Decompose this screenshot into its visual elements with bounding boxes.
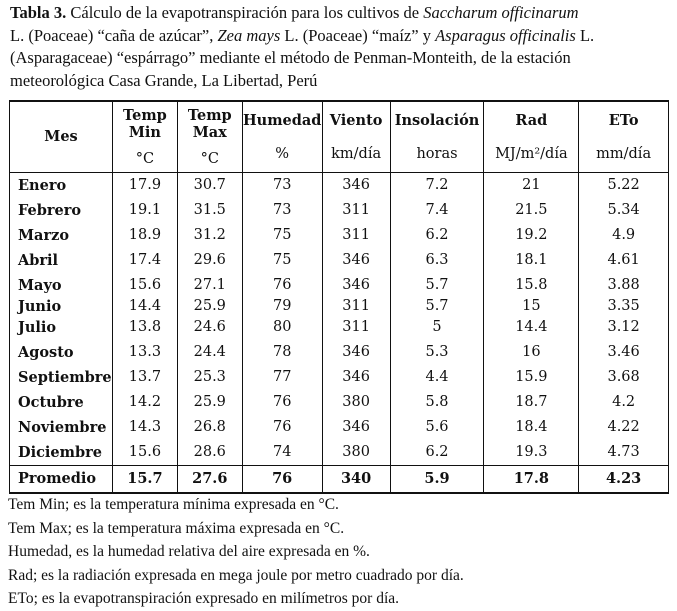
caption-text: L.: [575, 25, 595, 45]
month-cell: Febrero: [18, 201, 82, 219]
species-name: Asparagus officinalis: [435, 25, 576, 45]
value-cell: 78: [242, 340, 322, 365]
header-unit: horas: [416, 145, 458, 162]
col-header-insolacion: [390, 101, 484, 172]
table-row: [10, 315, 669, 340]
value-cell: 15.6: [112, 273, 177, 298]
value-cell: 7.4: [390, 198, 484, 223]
header-label: Humedad: [242, 111, 322, 129]
header-unit: °C: [200, 150, 219, 167]
table-row: [10, 365, 669, 390]
table-body: [10, 172, 669, 493]
value-cell: 21: [484, 172, 579, 198]
header-unit: MJ/m²/día: [495, 145, 568, 162]
value-cell: 25.9: [177, 298, 242, 315]
value-cell: 75: [242, 248, 322, 273]
value-cell: 31.2: [177, 223, 242, 248]
caption-text: Cálculo de la evapotranspiración para los cultivos de: [70, 3, 424, 22]
header-label: Temp Min: [122, 106, 167, 141]
col-header-rad: [484, 101, 579, 172]
table-row: [10, 248, 669, 273]
value-cell: 3.12: [579, 315, 669, 340]
caption-line-3: (Asparagaceae) “espárrago” mediante el método de Penman-Monteith, de la estación: [10, 48, 571, 67]
value-cell: 346: [322, 340, 390, 365]
value-cell: 18.1: [484, 248, 579, 273]
table-row: [10, 390, 669, 415]
month-cell: Octubre: [18, 393, 84, 411]
header-label: Temp Max: [187, 106, 232, 141]
value-cell: 27.1: [177, 273, 242, 298]
value-cell: 76: [242, 390, 322, 415]
value-cell: 4.9: [579, 223, 669, 248]
value-cell: 76: [242, 273, 322, 298]
value-cell: 380: [322, 390, 390, 415]
header-unit: mm/día: [596, 145, 652, 162]
value-cell: 346: [322, 365, 390, 390]
average-row: [10, 465, 669, 493]
species-name: Zea mays: [217, 25, 281, 45]
value-cell: 24.4: [177, 340, 242, 365]
value-cell: 13.7: [112, 365, 177, 390]
value-cell: 14.4: [484, 315, 579, 340]
value-cell: 80: [242, 315, 322, 340]
value-cell: 13.3: [112, 340, 177, 365]
value-cell: 5.22: [579, 172, 669, 198]
table-row: [10, 198, 669, 223]
value-cell: 13.8: [112, 315, 177, 340]
value-cell: 26.8: [177, 415, 242, 440]
value-cell: 25.9: [177, 390, 242, 415]
species-name: Saccharum officinarum: [423, 3, 579, 22]
value-cell: 31.5: [177, 198, 242, 223]
value-cell: 5.8: [390, 390, 484, 415]
value-cell: 14.3: [112, 415, 177, 440]
value-cell: 3.35: [579, 298, 669, 315]
value-cell: 5.7: [390, 273, 484, 298]
value-cell: 346: [322, 273, 390, 298]
value-cell: 5.3: [390, 340, 484, 365]
note-line: Tem Max; es la temperatura máxima expresada en °C.: [8, 519, 345, 537]
month-cell: Septiembre: [18, 368, 112, 386]
header-label: Viento: [329, 111, 383, 129]
value-cell: 4.22: [579, 415, 669, 440]
value-cell: 18.9: [112, 223, 177, 248]
value-cell: 74: [242, 440, 322, 466]
value-cell: 4.4: [390, 365, 484, 390]
note-line: ETo; es la evapotranspiración expresado en milímetros por día.: [8, 590, 400, 607]
value-cell: 24.6: [177, 315, 242, 340]
eto-table: [9, 100, 669, 494]
value-cell: 19.1: [112, 198, 177, 223]
value-cell: 6.3: [390, 248, 484, 273]
note-line: Tem Min; es la temperatura mínima expresada en °C.: [8, 496, 339, 513]
value-cell: 5.34: [579, 198, 669, 223]
value-cell: 311: [322, 315, 390, 340]
month-cell: Diciembre: [18, 443, 102, 461]
col-header-viento: [322, 101, 390, 172]
value-cell: 19.2: [484, 223, 579, 248]
value-cell: 21.5: [484, 198, 579, 223]
value-cell: 4.73: [579, 440, 669, 466]
month-cell: Marzo: [18, 226, 69, 244]
table-row: [10, 440, 669, 466]
month-cell: Enero: [18, 176, 67, 194]
value-cell: 73: [242, 198, 322, 223]
value-cell: 15.9: [484, 365, 579, 390]
average-value: 76: [242, 465, 322, 493]
value-cell: 3.88: [579, 273, 669, 298]
table-row: [10, 340, 669, 365]
col-header-temp-min: [112, 101, 177, 172]
caption-text: L. (Poaceae) “maíz” y: [280, 25, 436, 45]
value-cell: 6.2: [390, 440, 484, 466]
month-cell: Junio: [18, 297, 62, 315]
value-cell: 5.6: [390, 415, 484, 440]
value-cell: 30.7: [177, 172, 242, 198]
month-cell: Abril: [18, 251, 59, 269]
header-row: [10, 101, 669, 172]
value-cell: 25.3: [177, 365, 242, 390]
caption-text: L. (Poaceae) “caña de azúcar”,: [10, 25, 218, 45]
average-value: 27.6: [177, 465, 242, 493]
caption-line-1: [10, 2, 668, 25]
table-notes: [8, 493, 668, 611]
header-unit: °C: [135, 150, 155, 167]
average-value: 15.7: [112, 465, 177, 493]
average-value: 17.8: [484, 465, 579, 493]
average-value: 5.9: [390, 465, 484, 493]
average-value: 340: [322, 465, 390, 493]
header-unit: %: [275, 145, 290, 162]
note-line: Rad; es la radiación expresada en mega joule por metro cuadrado por día.: [8, 566, 464, 584]
month-cell: Agosto: [18, 343, 74, 361]
value-cell: 28.6: [177, 440, 242, 466]
value-cell: 346: [322, 248, 390, 273]
value-cell: 346: [322, 415, 390, 440]
value-cell: 5.7: [390, 298, 484, 315]
value-cell: 4.2: [579, 390, 669, 415]
value-cell: 19.3: [484, 440, 579, 466]
value-cell: 380: [322, 440, 390, 466]
value-cell: 18.4: [484, 415, 579, 440]
table-row: [10, 172, 669, 198]
table-row: [10, 223, 669, 248]
value-cell: 18.7: [484, 390, 579, 415]
value-cell: 76: [242, 415, 322, 440]
caption-line-2: [10, 25, 668, 48]
col-header-eto: [579, 101, 669, 172]
caption-label: Tabla 3.: [10, 3, 67, 22]
value-cell: 311: [322, 223, 390, 248]
value-cell: 14.2: [112, 390, 177, 415]
value-cell: 6.2: [390, 223, 484, 248]
value-cell: 311: [322, 198, 390, 223]
value-cell: 29.6: [177, 248, 242, 273]
value-cell: 77: [242, 365, 322, 390]
col-header-temp-max: [177, 101, 242, 172]
average-label: Promedio: [10, 465, 113, 493]
value-cell: 16: [484, 340, 579, 365]
header-label: Insolación: [394, 111, 480, 129]
month-cell: Julio: [18, 318, 57, 336]
value-cell: 3.68: [579, 365, 669, 390]
average-value: 4.23: [579, 465, 669, 493]
value-cell: 15: [484, 298, 579, 315]
caption-line-4: meteorológica Casa Grande, La Libertad, Perú: [10, 70, 318, 90]
month-cell: Noviembre: [18, 418, 107, 436]
header-label: Mes: [44, 128, 78, 146]
col-header-mes: [10, 101, 113, 172]
note-line: Humedad, es la humedad relativa del aire expresada en %.: [8, 543, 370, 560]
value-cell: 75: [242, 223, 322, 248]
value-cell: 15.6: [112, 440, 177, 466]
header-label: ETo: [608, 111, 639, 129]
value-cell: 17.9: [112, 172, 177, 198]
month-cell: Mayo: [18, 276, 62, 294]
value-cell: 4.61: [579, 248, 669, 273]
value-cell: 5: [390, 315, 484, 340]
value-cell: 73: [242, 172, 322, 198]
value-cell: 17.4: [112, 248, 177, 273]
value-cell: 7.2: [390, 172, 484, 198]
value-cell: 311: [322, 298, 390, 315]
header-unit: km/día: [331, 145, 382, 162]
table-row: [10, 415, 669, 440]
value-cell: 14.4: [112, 298, 177, 315]
col-header-humedad: [242, 101, 322, 172]
header-label: Rad: [515, 111, 548, 129]
table-row: [10, 273, 669, 298]
table-row: [10, 298, 669, 315]
value-cell: 346: [322, 172, 390, 198]
value-cell: 79: [242, 298, 322, 315]
value-cell: 15.8: [484, 273, 579, 298]
table-caption: [10, 2, 668, 92]
value-cell: 3.46: [579, 340, 669, 365]
